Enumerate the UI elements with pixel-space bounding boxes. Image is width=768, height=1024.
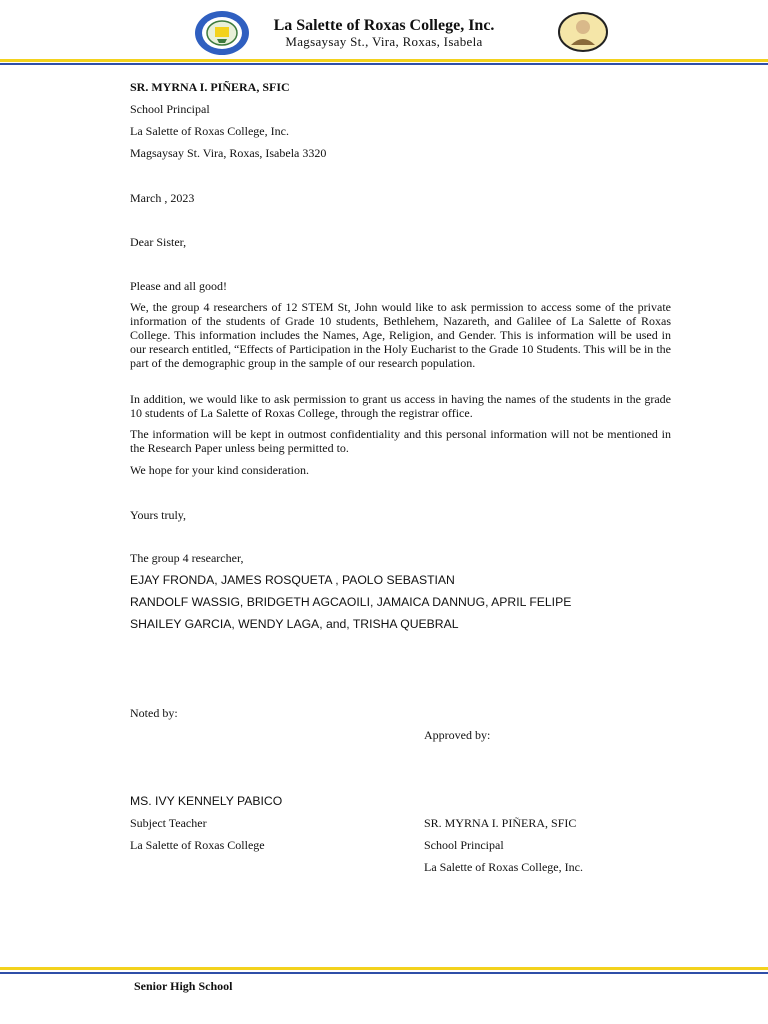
recipient-address: Magsaysay St. Vira, Roxas, Isabela 3320: [130, 146, 327, 160]
header-blue-rule: [0, 63, 768, 65]
header-yellow-rule: [0, 59, 768, 62]
approved-by-institution: La Salette of Roxas College, Inc.: [424, 860, 583, 874]
noted-by-institution: La Salette of Roxas College: [130, 838, 265, 852]
complimentary-close: Yours truly,: [130, 508, 187, 522]
recipient-name: SR. MYRNA I. PIÑERA, SFIC: [130, 80, 290, 94]
salutation: Dear Sister,: [130, 235, 187, 249]
recipient-institution: La Salette of Roxas College, Inc.: [130, 124, 289, 138]
noted-by-label: Noted by:: [130, 706, 178, 720]
closing-line: We hope for your kind consideration.: [130, 463, 309, 477]
noted-by-name: MS. IVY KENNELY PABICO: [130, 794, 283, 808]
footer-department: Senior High School: [134, 979, 233, 993]
recipient-title: School Principal: [130, 102, 210, 116]
signatories-label: The group 4 researcher,: [130, 551, 244, 565]
approved-by-title: School Principal: [424, 838, 504, 852]
noted-by-title: Subject Teacher: [130, 816, 207, 830]
letter-date: March , 2023: [130, 191, 195, 205]
school-name: La Salette of Roxas College, Inc.: [273, 17, 495, 34]
footer-blue-rule: [0, 972, 768, 974]
researchers-line-1: EJAY FRONDA, JAMES ROSQUETA , PAOLO SEBASTIAN: [130, 573, 455, 587]
researchers-line-2: RANDOLF WASSIG, BRIDGETH AGCAOILI, JAMAICA DANNUG, APRIL FELIPE: [130, 595, 572, 609]
body-paragraph-2: In addition, we would like to ask permission to grant us access in having the names of the students in the grade 10 students of La Salette of Roxas College, through the registrar office.: [130, 392, 671, 420]
school-address: Magsaysay St., Vira, Roxas, Isabela: [285, 34, 483, 49]
approved-by-label: Approved by:: [424, 728, 491, 742]
portrait-emblem: [557, 11, 609, 53]
approved-by-name: SR. MYRNA I. PIÑERA, SFIC: [424, 816, 577, 830]
body-paragraph-1: We, the group 4 researchers of 12 STEM St, John would like to ask permission to access some of the private information of the students of Grade 10 students, Bethlehem, Nazareth, and Galilee of La Salette of Roxas College. This information includes the Names, Age, Religion, and Gender. This is information will be used in our research entitled, “Effects of Participation in the Holy Eucharist to the Grade 10 Students. This will be in the part of the demographic group in the sample of our research population.: [130, 300, 671, 370]
greeting: Please and all good!: [130, 279, 227, 293]
body-paragraph-3: The information will be kept in outmost confidentiality and this personal information will not be mentioned in the Research Paper unless being permitted to.: [130, 427, 671, 455]
researchers-line-3: SHAILEY GARCIA, WENDY LAGA, and, TRISHA QUEBRAL: [130, 617, 459, 631]
footer-yellow-rule: [0, 967, 768, 970]
